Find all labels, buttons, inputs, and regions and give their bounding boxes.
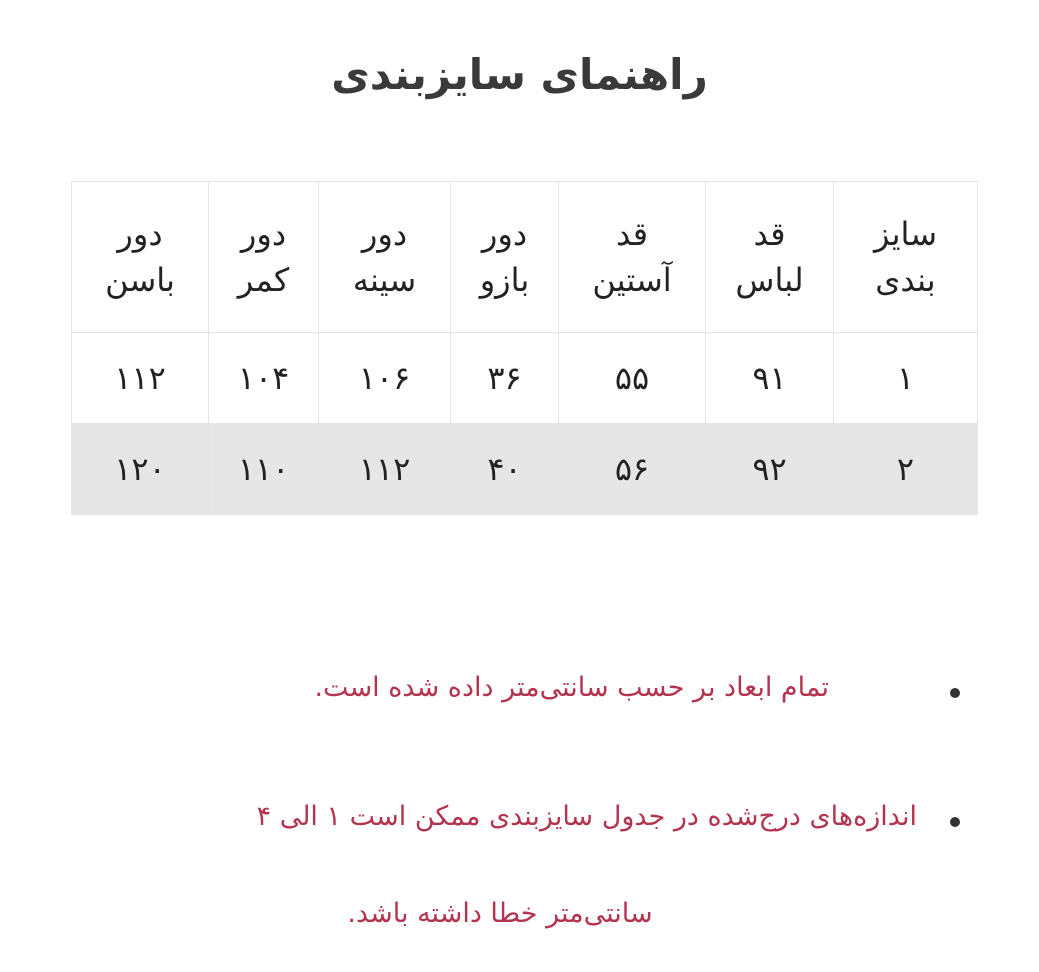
- bullet-icon: [950, 688, 960, 698]
- table-cell: ۱: [834, 333, 978, 424]
- column-header-line: بازو: [479, 261, 530, 299]
- column-header-line: بندی: [875, 261, 936, 299]
- column-header-line: لباس: [735, 261, 804, 299]
- column-header-line: آستین: [592, 261, 672, 299]
- table-row: [72, 424, 978, 515]
- table-row: [72, 333, 978, 424]
- column-header: [834, 182, 978, 333]
- column-header-line: دور: [117, 214, 163, 253]
- column-header-line: باسن: [105, 261, 175, 299]
- column-header: [706, 182, 834, 333]
- column-header: [72, 182, 209, 333]
- column-header-line: سایز: [873, 214, 938, 253]
- table-cell: ۱۰۴: [209, 333, 319, 424]
- column-header: [451, 182, 559, 333]
- table-cell: ۱۲۰: [72, 424, 209, 515]
- table-cell: ۵۵: [559, 333, 706, 424]
- table-cell: ۹۲: [706, 424, 834, 515]
- column-header-line: دور: [361, 214, 408, 253]
- table-cell: ۴۰: [451, 424, 559, 515]
- table-cell: ۱۱۲: [319, 424, 451, 515]
- bullet-icon: [950, 817, 960, 827]
- column-header-line: قد: [753, 214, 786, 253]
- note-text-continued: سانتی‌متر خطا داشته باشد.: [347, 898, 653, 929]
- table-cell: ۹۱: [706, 333, 834, 424]
- column-header: [209, 182, 319, 333]
- column-header-line: قد: [615, 214, 649, 253]
- table-header-row: [72, 182, 978, 333]
- column-header-line: کمر: [237, 261, 290, 299]
- column-header-line: دور: [240, 214, 287, 253]
- size-guide-table: [71, 181, 978, 515]
- table-cell: ۲: [834, 424, 978, 515]
- note-text: تمام ابعاد بر حسب سانتی‌متر داده شده است.: [314, 672, 829, 703]
- table-cell: ۳۶: [451, 333, 559, 424]
- column-header: [319, 182, 451, 333]
- table-cell: ۱۰۶: [319, 333, 451, 424]
- table-cell: ۵۶: [559, 424, 706, 515]
- column-header: [559, 182, 706, 333]
- table-cell: ۱۱۰: [209, 424, 319, 515]
- page-title: راهنمای سایزبندی: [331, 50, 708, 99]
- note-text: اندازه‌های درج‌شده در جدول سایزبندی ممکن است ۱ الی ۴: [256, 801, 917, 832]
- table-cell: ۱۱۲: [72, 333, 209, 424]
- column-header-line: سینه: [352, 261, 417, 299]
- column-header-line: دور: [481, 214, 528, 253]
